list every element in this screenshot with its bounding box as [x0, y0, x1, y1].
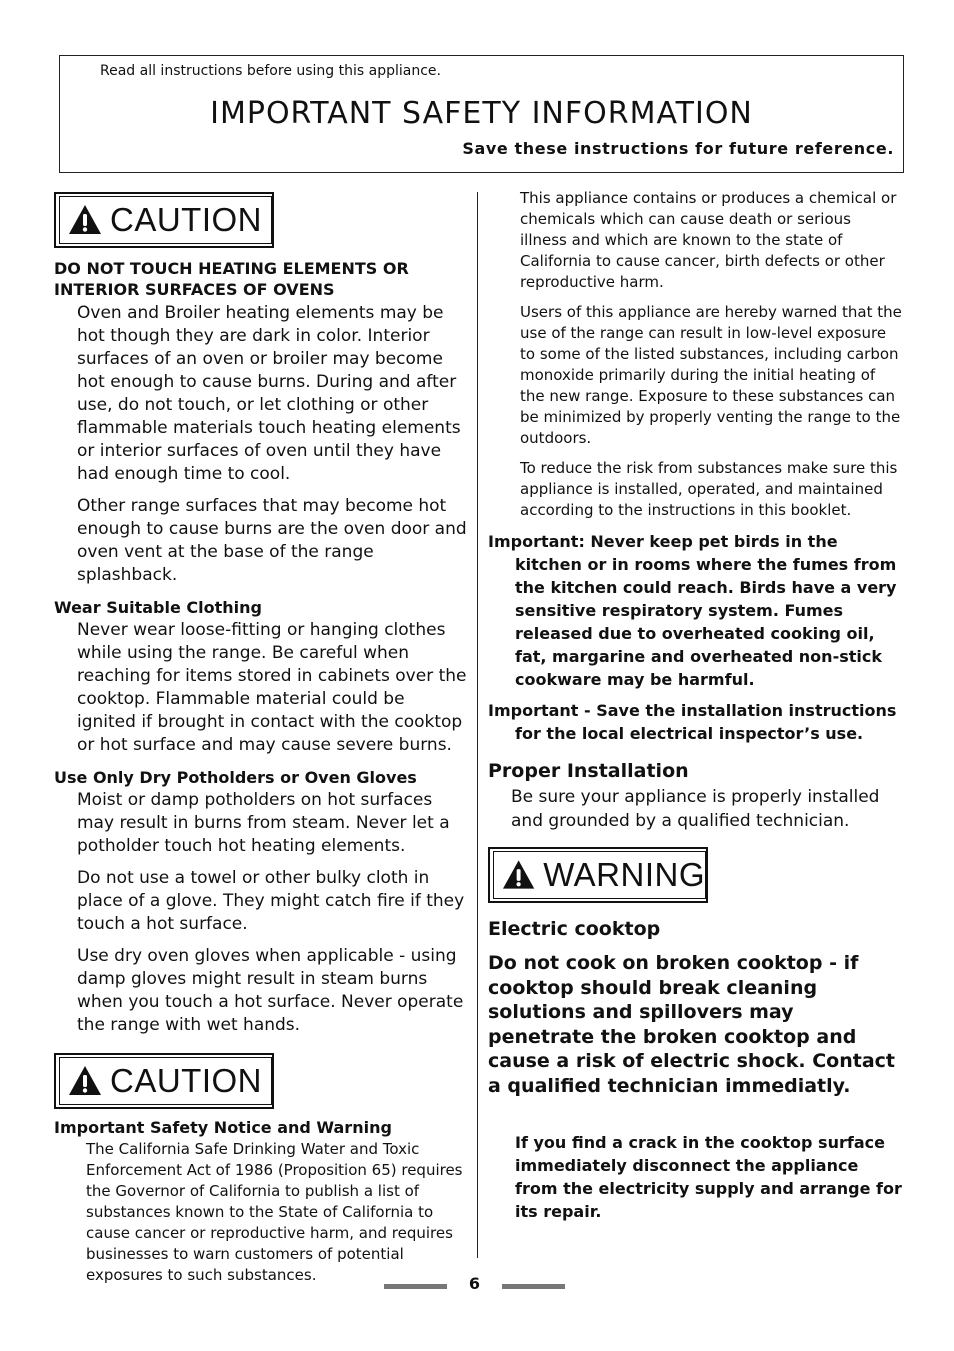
- save-instructions-note: Save these instructions for future reference.: [462, 139, 894, 158]
- installation-instructions-note: Important - Save the installation instructions for the local electrical inspector’s use.: [488, 701, 897, 743]
- potholders-paragraph-3: Use dry oven gloves when applicable - using damp gloves might result in steam burns when you touch a hot surface. Never operate the range with wet hands.: [77, 946, 464, 1035]
- caution-badge-2: [54, 1053, 274, 1109]
- read-all-notice: Read all instructions before using this appliance.: [100, 63, 441, 79]
- safety-notice-paragraph: The California Safe Drinking Water and Toxic Enforcement Act of 1986 (Proposition 65) requires the Governor of California to publish a list of substances known to the State of California to cause cancer or reproductive harm, and requires businesses to warn customers of potential exposures to such substances.: [86, 1140, 463, 1284]
- potholders-heading: Use Only Dry Potholders or Oven Gloves: [54, 768, 417, 787]
- clothing-paragraph: Never wear loose-fitting or hanging clothes while using the range. Be careful when reaching for items stored in cabinets over the cooktop. Flammable material could be ignited if brought in contact with the cooktop or hot surface and may cause severe burns.: [77, 620, 467, 755]
- warning-triangle-icon: [68, 203, 102, 237]
- caution-badge: [54, 192, 274, 248]
- warning-triangle-icon: [502, 858, 535, 892]
- prop65-paragraph-2: Users of this appliance are hereby warned that the use of the range can result in low-level exposure to some of the listed substances, including carbon monoxide primarily during the initial heating of the new range. Exposure to these substances can be minimized by properly venting the range to the outdoors.: [520, 303, 902, 447]
- electric-cooktop-heading: Electric cooktop: [488, 918, 661, 940]
- broken-cooktop-warning: Do not cook on broken cooktop - if cooktop should break cleaning solutions and spillovers may penetrate the broken cooktop and cause a risk of electric shock. Contact a qualified technician immediatly.: [488, 952, 896, 1097]
- prop65-paragraph-1: This appliance contains or produces a chemical or chemicals which can cause death or serious illness and which are known to the state of California to cause cancer, birth defects or other reproductive harm.: [520, 189, 897, 291]
- caution-label: CAUTION: [110, 201, 262, 238]
- warning-label: WARNING: [543, 856, 705, 893]
- prop65-paragraph-3: To reduce the risk from substances make sure this appliance is installed, operated, and maintained according to the instructions in this booklet.: [520, 459, 898, 519]
- cooktop-crack-instruction: If you find a crack in the cooktop surface immediately disconnect the appliance from the electricity supply and arrange for its repair.: [515, 1133, 902, 1221]
- heating-paragraph-1: Oven and Broiler heating elements may be hot though they are dark in color. Interior surfaces of an oven or broiler may become hot enough to cause burns. During and after use, do not touch, or let clothing or other flammable materials touch heating elements or interior surfaces of oven until they have had enough time to cool.: [77, 303, 461, 484]
- column-divider: [477, 192, 478, 1258]
- page-title: IMPORTANT SAFETY INFORMATION: [210, 96, 753, 131]
- header-box: [59, 55, 904, 173]
- left-column: [54, 192, 468, 1294]
- page-number: 6: [468, 1274, 481, 1293]
- footer-bar-right: [502, 1284, 565, 1289]
- right-column: [488, 188, 902, 1223]
- heating-paragraph-2: Other range surfaces that may become hot enough to cause burns are the oven door and oven vent at the base of the range splashback.: [77, 496, 467, 585]
- warning-badge: [488, 847, 708, 903]
- proper-installation-paragraph: Be sure your appliance is properly installed and grounded by a qualified technician.: [511, 787, 880, 831]
- pet-birds-warning: Important: Never keep pet birds in the kitchen or in rooms where the fumes from the kitchen could reach. Birds have a very sensitive respiratory system. Fumes released due to overheated cooking oil, fat, margarine and overheated non-stick cookware may be harmful.: [488, 532, 897, 689]
- caution-label-2: CAUTION: [110, 1062, 262, 1099]
- warning-triangle-icon: [68, 1064, 102, 1098]
- proper-installation-heading: Proper Installation: [488, 760, 689, 782]
- clothing-heading: Wear Suitable Clothing: [54, 598, 262, 617]
- potholders-paragraph-1: Moist or damp potholders on hot surfaces may result in burns from steam. Never let a potholder touch hot heating elements.: [77, 790, 450, 856]
- safety-notice-heading: Important Safety Notice and Warning: [54, 1118, 392, 1137]
- potholders-paragraph-2: Do not use a towel or other bulky cloth in place of a glove. They might catch fire if they touch a hot surface.: [77, 868, 465, 934]
- heating-elements-heading: DO NOT TOUCH HEATING ELEMENTS OR INTERIOR SURFACES OF OVENS: [54, 259, 409, 299]
- page-footer: [384, 1272, 565, 1296]
